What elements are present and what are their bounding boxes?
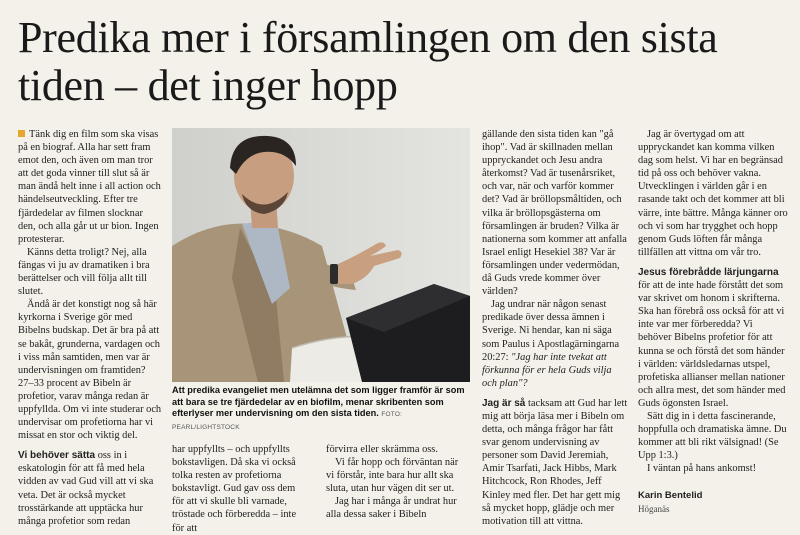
article-column-4	[482, 128, 628, 527]
subheading-paragraph: Jesus förebrådde lärjungarna för att de inte hade förstått det som var skrivet om honom i skrifterna. Ska han förebrå oss också för att vi inte var mer förberedda? Vi behöver Bibelns profetior för att kunna se och förstå det som händer i världen: världsledarnas utspel, profetiska allianser mellan nationer och allra mest, det som händer med Guds ögonsten Israel.	[638, 266, 786, 409]
paragraph: har uppfyllts – och uppfyllts bokstavligen. Då ska vi också tolka resten av profetiorna bokstavligt. Gud gav oss dem för att vi skulle bli varnade, tröstade och förberedda – inte för att	[172, 444, 297, 534]
headline: Predika mer i församlingen om den sista tiden – det inger hopp	[18, 13, 718, 110]
paragraph: I väntan på hans ankomst!	[647, 463, 757, 475]
paragraph: förvirra eller skrämma oss.	[326, 444, 438, 455]
photo-credit: FOTO: PEARL/LIGHTSTOCK	[172, 411, 403, 431]
paragraph: Jag är övertygad om att uppryckandet kan komma vilken dag som helst. Vi har en begränsad tid på oss och behöver vakna. Utvecklingen i världen går i en rasande takt och det kommer att bli värre, inte bättre. Många känner oro och vi som har trygghet och hopp genom Guds löften får många tillfällen att vittna om vår tro.	[638, 129, 788, 258]
subheading-paragraph: Jag är så tacksam att Gud har lett mig att börja läsa mer i Bibeln om detta, och många frågor har fått svar genom undervisning av personer som David Jeremiah, Amir Tsarfati, Jack Hibbs, Mark Hitchcock, Ron Rhodes, Jeff Kinley med fler. Det har gett mig så mycket hopp, glädje och mer motivation till att vittna.	[482, 397, 628, 527]
paragraph: Sätt dig in i detta fascinerande, hoppfulla och dramatiska ämne. Du kommer att bli rikt välsignad! (Se Upp 1:3.)	[638, 410, 787, 462]
lead-paragraph: Tänk dig en film som ska visas på en biograf. Alla har sett fram emot den, och även om man tror att det goda vinner till slut så är man ändå helt inne i all action och händelseutveckling. Efter tre fjärdedelar av filmen slocknar den, och alla går ut ur bion. Ingen protesterar.	[18, 129, 161, 245]
article-column-5	[638, 128, 788, 518]
author-name: Karin Bentelid	[638, 490, 703, 502]
bible-quote: "Jag har inte tvekat att förkunna för er hela Guds vilja och plan"?	[482, 351, 612, 389]
paragraph: Vi får hopp och förväntan när vi förstår, inte bara hur allt ska sluta, utan hur vägen dit ser ut.	[326, 457, 459, 495]
subheading-paragraph: Vi behöver sätta oss in i eskatologin för att få med hela vidden av vad Gud vill att vi ska veta. Det är också mycket trosstärkande att upptäcka hur många profetior som redan	[18, 450, 154, 527]
subheading: Jag är så	[482, 397, 526, 409]
paragraph: Ändå är det konstigt nog så här kyrkorna i Sverige gör med Bibelns budskap. Det är bra på att se bakåt, grunderna, vardagen och i viss mån samtiden, men var är undervisningen om framtiden? 27–33 procent av Bibeln är profetior, varav många redan är uppfyllda. Om vi inte studerar och undervisar om profetiorna har vi missat en stor och viktig del.	[18, 299, 162, 442]
subheading: Jesus förebrådde lärjungarna	[638, 266, 779, 278]
bullet-square-icon	[18, 130, 25, 137]
article-column-1	[18, 128, 162, 527]
author-town: Höganäs	[638, 503, 670, 514]
paragraph: Känns detta troligt? Nej, alla fängas vi ju av dramatiken i bra berättelser och vill följa allt till slutet.	[18, 246, 150, 298]
article-photo	[172, 128, 470, 382]
paragraph: Jag har i många år undrat hur alla dessa saker i Bibeln	[326, 496, 457, 521]
paragraph: gällande den sista tiden kan "gå ihop". Vad är skillnaden mellan uppryckandet och Jesu andra återkomst? Vad är tusenårsriket, och var, när och varför kommer det? Vad är bröllopsmåltiden, och vilka är bröllopsgästerna om församlingen är bruden? Vilka är nationerna som kommer att anfalla Israel enligt Hesekiel 38? Var är församlingen under vedermödan, då Guds vrede kommer över världen?	[482, 129, 627, 298]
article-column-3	[326, 443, 462, 523]
preacher-illustration	[172, 128, 470, 382]
photo-caption: Att predika evangeliet men utelämna det som ligger framför är som att bara se tre fjärdedelar av en biofilm, menar skribenten som efterlyser mer undervisning om den sista tiden. FOTO: PEARL/LIGHTSTOCK	[172, 385, 465, 431]
article-column-2	[172, 443, 308, 534]
subheading: Vi behöver sätta	[18, 450, 96, 462]
paragraph: Jag undrar när någon senast predikade över dessa ämnen i Sverige. Ni hendar, kan ni säga som Paulus i Apostlagärningarna 20:27: "Jag har inte tvekat att förkunna för er hela Guds vilja och plan"?	[482, 299, 620, 389]
